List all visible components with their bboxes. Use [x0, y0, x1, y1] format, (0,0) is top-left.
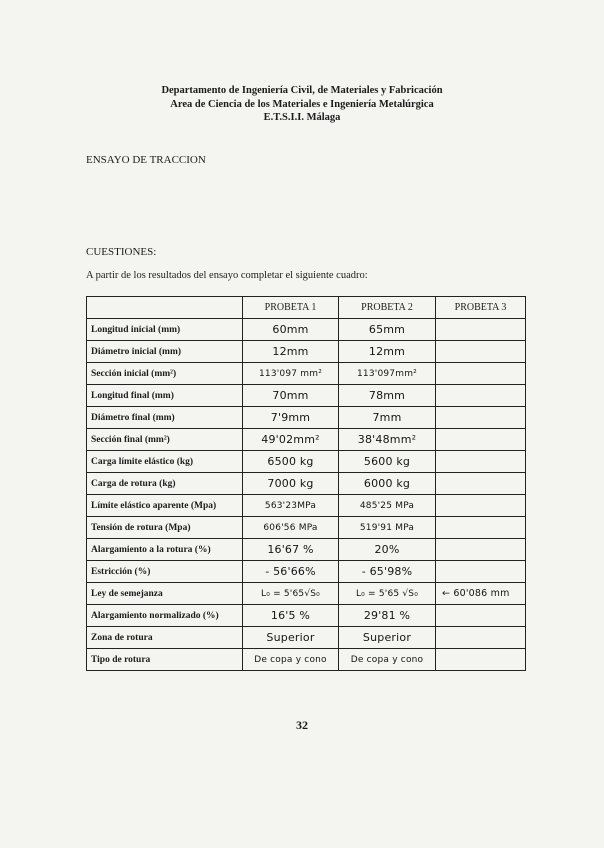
probeta-3-value [436, 341, 526, 363]
probeta-2-value: 7mm [339, 407, 436, 429]
probeta-3-value [436, 407, 526, 429]
row-label: Alargamiento a la rotura (%) [87, 539, 243, 561]
section-title: ENSAYO DE TRACCION [86, 154, 206, 166]
probeta-1-value: 12mm [243, 341, 339, 363]
table-row [87, 649, 526, 671]
table-body [87, 319, 526, 671]
row-label: Longitud final (mm) [87, 385, 243, 407]
probeta-3-value [436, 495, 526, 517]
probeta-1-value: 7'9mm [243, 407, 339, 429]
table-row [87, 407, 526, 429]
table-row [87, 341, 526, 363]
probeta-2-value: 485'25 MPa [339, 495, 436, 517]
probeta-1-value: De copa y cono [243, 649, 339, 671]
table-row [87, 583, 526, 605]
table-row [87, 473, 526, 495]
table-row [87, 561, 526, 583]
probeta-3-value [436, 385, 526, 407]
intro-text: A partir de los resultados del ensayo completar el siguiente cuadro: [86, 270, 368, 281]
row-label: Límite elástico aparente (Mpa) [87, 495, 243, 517]
row-label: Zona de rotura [87, 627, 243, 649]
table-row [87, 451, 526, 473]
probeta-2-value: 519'91 MPa [339, 517, 436, 539]
probeta-3-value: ← 60'086 mm [436, 583, 526, 605]
row-label: Sección inicial (mm²) [87, 363, 243, 385]
row-label: Estricción (%) [87, 561, 243, 583]
probeta-3-value [436, 517, 526, 539]
probeta-2-value: L₀ = 5'65 √S₀ [339, 583, 436, 605]
probeta-2-value: 6000 kg [339, 473, 436, 495]
probeta-1-value: 606'56 MPa [243, 517, 339, 539]
probeta-3-value [436, 319, 526, 341]
probeta-2-value: - 65'98% [339, 561, 436, 583]
department-header [0, 84, 604, 125]
row-label: Alargamiento normalizado (%) [87, 605, 243, 627]
probeta-2-value: Superior [339, 627, 436, 649]
probeta-2-value: De copa y cono [339, 649, 436, 671]
table-row [87, 605, 526, 627]
probeta-2-value: 12mm [339, 341, 436, 363]
probeta-1-value: 7000 kg [243, 473, 339, 495]
header-cell-empty [87, 297, 243, 319]
table-row [87, 539, 526, 561]
probeta-3-value [436, 539, 526, 561]
probeta-2-value: 38'48mm² [339, 429, 436, 451]
probeta-1-value: - 56'66% [243, 561, 339, 583]
probeta-3-value [436, 429, 526, 451]
row-label: Tensión de rotura (Mpa) [87, 517, 243, 539]
probeta-2-value: 78mm [339, 385, 436, 407]
row-label: Diámetro final (mm) [87, 407, 243, 429]
row-label: Ley de semejanza [87, 583, 243, 605]
table-row [87, 319, 526, 341]
header-line-2: Area de Ciencia de los Materiales e Ingeniería Metalúrgica [170, 98, 434, 110]
probeta-1-value: 49'02mm² [243, 429, 339, 451]
probeta-3-value [436, 451, 526, 473]
probeta-1-value: 16'67 % [243, 539, 339, 561]
table-row [87, 517, 526, 539]
probeta-2-value: 113'097mm² [339, 363, 436, 385]
questions-title: CUESTIONES: [86, 246, 157, 258]
page-number: 32 [296, 718, 308, 732]
probeta-1-value: 6500 kg [243, 451, 339, 473]
header-cell-probeta-1: PROBETA 1 [243, 297, 339, 319]
probeta-2-value: 5600 kg [339, 451, 436, 473]
table-row [87, 385, 526, 407]
probeta-1-value: 70mm [243, 385, 339, 407]
probeta-2-value: 29'81 % [339, 605, 436, 627]
row-label: Carga de rotura (kg) [87, 473, 243, 495]
row-label: Sección final (mm²) [87, 429, 243, 451]
probeta-2-value: 65mm [339, 319, 436, 341]
table-row [87, 495, 526, 517]
probeta-3-value [436, 363, 526, 385]
probeta-1-value: 563'23MPa [243, 495, 339, 517]
probeta-3-value [436, 605, 526, 627]
header-line-3: E.T.S.I.I. Málaga [263, 112, 341, 123]
row-label: Diámetro inicial (mm) [87, 341, 243, 363]
table-row [87, 627, 526, 649]
probeta-3-value [436, 561, 526, 583]
probeta-3-value [436, 649, 526, 671]
probeta-1-value: 16'5 % [243, 605, 339, 627]
probeta-1-value: 60mm [243, 319, 339, 341]
row-label: Longitud inicial (mm) [87, 319, 243, 341]
table-header-row [87, 297, 526, 319]
results-table [86, 296, 526, 671]
probeta-1-value: L₀ = 5'65√S₀ [243, 583, 339, 605]
probeta-3-value [436, 627, 526, 649]
header-cell-probeta-2: PROBETA 2 [339, 297, 436, 319]
row-label: Carga límite elástico (kg) [87, 451, 243, 473]
probeta-1-value: 113'097 mm² [243, 363, 339, 385]
header-line-1: Departamento de Ingeniería Civil, de Materiales y Fabricación [161, 85, 443, 96]
probeta-3-value [436, 473, 526, 495]
probeta-1-value: Superior [243, 627, 339, 649]
row-label: Tipo de rotura [87, 649, 243, 671]
probeta-2-value: 20% [339, 539, 436, 561]
header-cell-probeta-3: PROBETA 3 [436, 297, 526, 319]
table-row [87, 429, 526, 451]
table-row [87, 363, 526, 385]
